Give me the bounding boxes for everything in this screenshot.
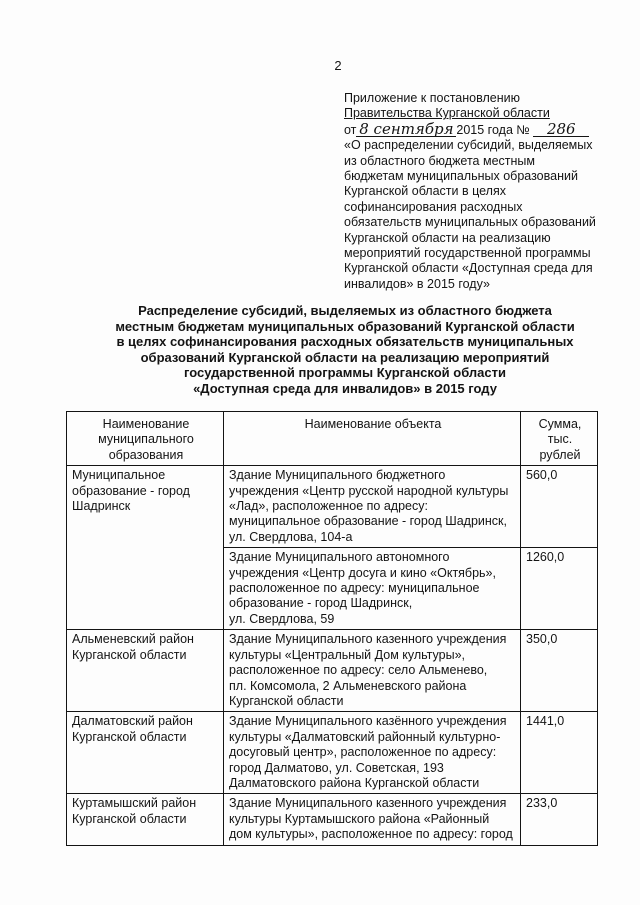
object-cell: Здание Муниципального казённого учреждения культуры «Далматовский районный культурно- досуговый центр», расположенное по адресу: город Далматово, ул. Советская, 193 Далматовского района Курганской области: [224, 712, 521, 794]
table-header-row: [67, 412, 598, 466]
handwritten-date: 8 сентября: [356, 122, 456, 137]
table-row: [67, 712, 598, 794]
appendix-body-line: «О распределении субсидий, выделяемых: [344, 138, 593, 153]
appendix-line-1: Приложение к постановлению: [344, 91, 520, 105]
appendix-body-line: мероприятий государственной программы: [344, 246, 591, 261]
sum-cell: 560,0: [521, 466, 598, 548]
title-line: местным бюджетам муниципальных образований Курганской области: [115, 318, 575, 334]
date-prefix: от: [344, 122, 357, 137]
sum-cell: 1260,0: [521, 548, 598, 630]
object-cell: Здание Муниципального бюджетного учреждения «Центр русской народной культуры «Лад», расположенное по адресу: муниципальное образование - город Шадринск, ул. Свердлова, 104-а: [224, 466, 521, 548]
title-line: в целях софинансирования расходных обязательств муниципальных: [116, 334, 574, 350]
header-sum: Сумма, тыс. рублей: [521, 412, 598, 466]
header-municipality: Наименование муниципального образования: [67, 412, 224, 466]
table-row: [67, 466, 598, 548]
table-row: [67, 630, 598, 712]
object-cell: Здание Муниципального автономного учреждения «Центр досуга и кино «Октябрь», расположенное по адресу: муниципальное образование - город Шадринск, ул. Свердлова, 59: [224, 548, 521, 630]
title-line: Распределение субсидий, выделяемых из областного бюджета: [138, 303, 552, 318]
page-number: 2: [334, 58, 342, 73]
municipality-cell: Муниципальное образование - город Шадринск: [67, 466, 224, 630]
appendix-body-line: из областного бюджета местным: [344, 153, 535, 168]
date-suffix: 2015 года №: [456, 122, 530, 137]
sum-cell: 350,0: [521, 630, 598, 712]
appendix-body-line: инвалидов» в 2015 году»: [344, 276, 490, 291]
appendix-body-line: Курганской области на реализацию: [344, 230, 551, 245]
document-title: [100, 303, 590, 397]
sum-cell: 1441,0: [521, 712, 598, 794]
appendix-line-2-text: Правительства Курганской области: [344, 106, 550, 121]
municipality-cell: Альменевский район Курганской области: [67, 630, 224, 712]
appendix-body-line: Курганской области «Доступная среда для: [344, 261, 593, 276]
object-cell: Здание Муниципального казенного учреждения культуры Куртамышского района «Районный дом культуры», расположенное по адресу: город: [224, 794, 521, 845]
appendix-body-line: бюджетам муниципальных образований: [344, 169, 578, 184]
appendix-date-line: [344, 119, 614, 138]
title-line: государственной программы Курганской области: [184, 365, 506, 381]
appendix-body-line: обязательств муниципальных образований: [344, 215, 596, 230]
appendix-body: [344, 138, 614, 292]
table-row: [67, 794, 598, 845]
distribution-table: [66, 411, 598, 846]
municipality-cell: Куртамышский район Курганской области: [67, 794, 224, 845]
header-object: Наименование объекта: [224, 412, 521, 466]
object-cell: Здание Муниципального казенного учреждения культуры «Центральный Дом культуры», расположенное по адресу: село Альменево, пл. Комсомола, 2 Альменевского района Курганской области: [224, 630, 521, 712]
sum-cell: 233,0: [521, 794, 598, 845]
municipality-cell: Далматовский район Курганской области: [67, 712, 224, 794]
appendix-body-line: софинансирования расходных: [344, 199, 523, 214]
appendix-body-line: Курганской области в целях: [344, 184, 506, 199]
title-line: образований Курганской области на реализацию мероприятий: [140, 349, 550, 365]
handwritten-number: 286: [533, 122, 589, 137]
appendix-block: [344, 91, 614, 292]
title-line: «Доступная среда для инвалидов» в 2015 году: [193, 380, 497, 396]
